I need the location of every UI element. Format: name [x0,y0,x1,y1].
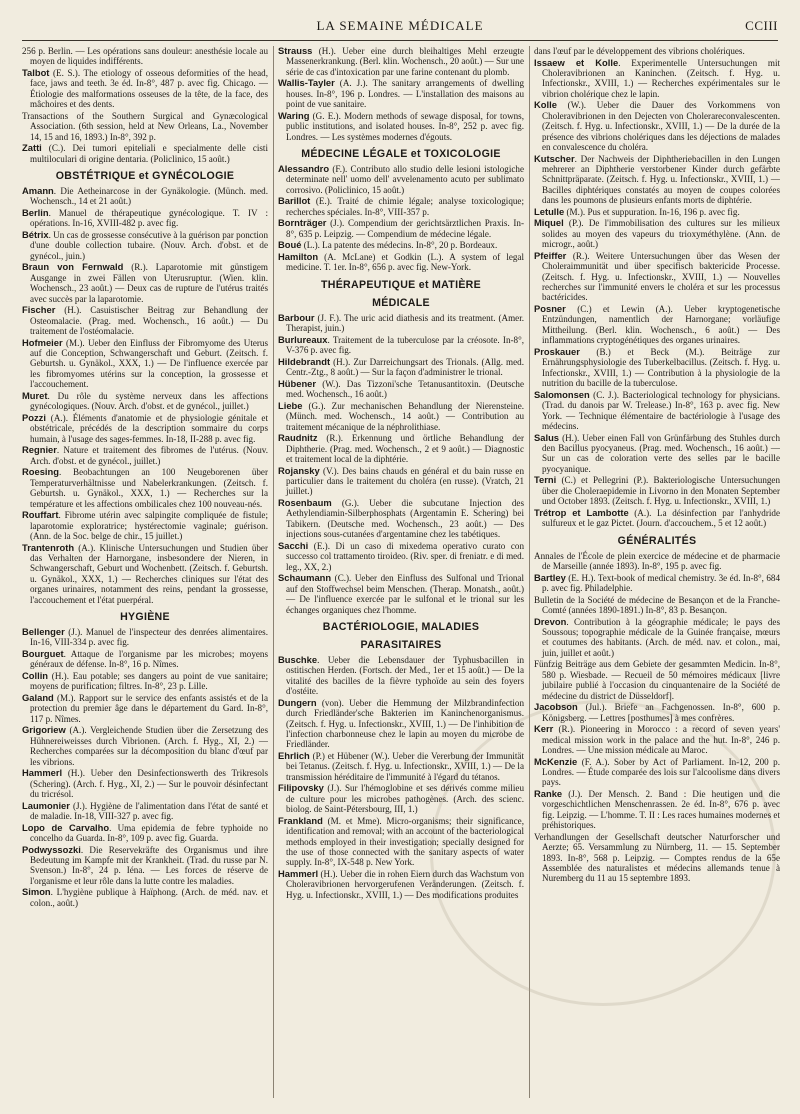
entry-text: (E.). Traité de chimie légale; analyse toxicologique; recherches spéciales. In-8°, VIII-357 p. [286,196,524,217]
entry-text: (R.). Erkennung und örtliche Behandlung der Diphtherie. (Prag. med. Wochensch., 2 et 9 août.) — Diagnostic et traitement local de la diphtérie. [286,433,524,465]
entry-text: Fünfzig Beiträge aus dem Gebiete der gesammten Medicin. In-8°, 580 p. Wiesbade. — Recueil de 50 mémoires médicaux [livre jubilaire publié à l'occasion du cinquantenaire de la Société de médecine du district de Düsseldorf]. [534,659,780,701]
author-name: Braun von Fernwald [22,261,124,273]
author-name: Galand [22,691,54,703]
bibliography-entry [534,789,780,831]
author-name: Grigoriew [22,724,66,736]
entry-text: . Un cas de grossesse consécutive à la guérison par ponction d'une double collection tubaire. (Nouv. Arch. d'obst. et de gynécol., juin.) [30,230,268,261]
author-name: Jacobson [534,701,578,713]
entry-text: . Die Reservekräfte des Organismus und ihre Bedeutung im Kampfe mit der Krankheit. (Trad. du russe par N. Svenson.) In-8°, 24 p. Iéna. — Les forces de réserve de l'organisme et leur rôle dans la lutte contre les maladies. [30,844,268,886]
entry-text: . Nature et traitement des fibromes de l'utérus. (Nouv. Arch. d'obst. et de gynécol., juillet.) [30,445,268,466]
bibliography-entry [278,401,524,432]
entry-text: (G.). Zur mechanischen Behandlung der Nierensteine. (Münch. med. Wochensch., 14 août.) — Contribution au traitement mécanique de la néphrolithiase. [286,400,524,432]
author-name: Dungern [278,696,317,708]
author-name: Laumonier [22,799,70,811]
entry-text: (V.). Des bains chauds en général et du bain russe en particulier dans le traitement du choléra (en russe). (Vratch, 21 juillet.) [286,465,524,497]
author-name: Rouffart [22,509,59,521]
author-name: Boué [278,239,302,251]
entry-text: Annales de l'École de plein exercice de médecine et de pharmacie de Marseille (année 1893). In-8°, 195 p. avec fig. [534,550,780,571]
entry-text: (A. McLane) et Godkin (L.). A system of legal medicine. T. 1er. In-8°, 656 p. avec fig. New-York. [286,252,524,273]
author-name: Collin [22,669,49,681]
bibliography-entry [278,252,524,273]
bibliography-columns [22,46,780,1104]
bibliography-entry [22,725,268,767]
column-right [534,46,780,1104]
entry-text: (H.). Zur Darreichungsart des Trionals. (Allg. med. Centr.-Ztg., 8 août.) — Sur la façon d'administrer le trional. [286,356,524,378]
bibliography-entry [534,659,780,701]
column-left [22,46,268,1104]
bibliography-entry [278,313,524,334]
author-name: Schaumann [278,572,332,584]
bibliography-entry [22,46,268,67]
bibliography-entry [534,433,780,475]
entry-text: (M.). Pus et suppuration. In-16, 196 p. avec fig. [564,206,740,217]
bibliography-entry [534,724,780,755]
bibliography-entry [534,390,780,432]
bibliography-entry [22,230,268,261]
entry-text: (L.). La patente des médecins. In-8°, 20 p. Bordeaux. [301,240,498,251]
author-name: McKenzie [534,755,578,767]
author-name: Trétrop et Lambotte [534,506,629,518]
author-name: Waring [278,109,310,121]
entry-text: Verhandlungen der Gesellschaft deutscher Naturforscher und Aerzte; 65. Versammlung zu Nürnberg, 11. — 15. September 1893. In-8°, 568 p. Leipzig. — Comptes rendus de la 65e Assemblée des naturalistes et médecins allemands tenue à Nuremberg du 11 au 15 septembre 1893. [534,831,780,884]
bibliography-entry [278,240,524,250]
entry-text: (Jul.). Briefe an Fachgenossen. In-8°, 600 p. Königsberg. — Lettres [posthumes] à mes confrères. [542,702,780,723]
entry-text: . Fibrome utérin avec salpingite compliquée de fistule; laparotomie exploratrice; hystérectomie vaginale; guérison. (Ann. de la Soc. belge de chir., 15 juillet.) [30,510,268,541]
entry-text: (C. J.). Bacteriological technology for physicians. (Trad. du danois par W. Trelease.) In-8°, 163 p. avec fig. New York. — Technique élémentaire de bactériologie à l'usage des médecins. [542,389,780,431]
entry-text: (R.). Pioneering in Morocco : a record of seven years' medical mission work in the palace and the hut. In-8°, 246 p. Londres. — Une mission médicale au Maroc. [542,724,780,755]
author-name: Hildebrandt [278,355,331,367]
entry-text: . Experimentelle Untersuchungen mit Choleravibrionen an Kaninchen. (Zeitsch. f. Hyg. u. Infectionskr., XVIII, 1.) — Recherches expérimentales sur le vibrion cholérique chez le lapin. [542,57,780,99]
author-name: Zatti [22,142,42,154]
author-name: Fischer [22,304,56,316]
author-name: Bourguet [22,647,64,659]
bibliography-entry [278,335,524,356]
entry-text: (W.). Das Tizzoni'sche Tetanusantitoxin. (Deutsche med. Wochensch., 16 août.) [286,378,524,400]
author-name: Proskauer [534,345,580,357]
bibliography-entry [22,208,268,229]
author-name: Liebe [278,399,303,411]
bibliography-entry [278,78,524,109]
bibliography-entry [534,100,780,152]
author-name: Trantenroth [22,541,75,553]
entry-text: (H.). Eau potable; ses dangers au point de vue sanitaire; moyens de purification; filtres. In-8°, 23 p. Lille. [30,670,268,692]
bibliography-entry [22,768,268,799]
entry-text: (H.). Ueber die in rohen Eiern durch das Wachstum von Choleravibrionen hervorgerufenen Veränderungen. (Zeitsch. f. Hyg. u. Infectionskr., XVIII, 1.) — Des modifications produites [286,868,524,900]
section-heading: PARASITAIRES [360,638,442,651]
entry-text: . Ueber die Lebensdauer der Typhusbacillen in ostitischen Herden. (Fortsch. der Med., 1er et 15 août.) — De la vitalité des bacilles de la fièvre typhoïde au sein des foyers d'ostéite. [286,654,524,697]
author-name: Berlin [22,207,49,219]
bibliography-entry [22,510,268,541]
bibliography-entry [534,304,780,346]
author-name: Podwyssozki [22,843,81,855]
entry-text: (G.). Ueber die subcutane Injection des Aethylendiamin-Silberphosphats (Argentamin E. Schering) bei Tabikern. (Deutsche med. Wochensch., 23 août.) — Des injections sous-cutanées d'argentamine chez les tabétiques. [286,498,524,540]
entry-text: . Die Aetheinarcose in der Gynäkologie. (Münch. med. Wochensch., 14 et 21 août.) [30,186,268,207]
bibliography-entry [22,445,268,466]
bibliography-entry [22,338,268,390]
author-name: Rosenbaum [278,497,332,509]
bibliography-entry [22,143,268,164]
entry-text: 256 p. Berlin. — Les opérations sans douleur: anesthésie locale au moyen de liquides indifférents. [22,46,268,67]
author-name: Kolle [534,99,557,111]
entry-text: Bulletin de la Société de médecine de Besançon et de la Franche-Comté (années 1890-1891.) In-8°, 83 p. Besançon. [534,594,780,615]
entry-text: Transactions of the Southern Surgical and Gynæcological Association. (6th session, held at New Orleans, La., November 14, 15 and 16, 1893.) In-8°, 392 p. [22,110,268,142]
entry-text: (C.) et Lewin (A.). Ueber kryptogenetische Entzündungen, namentlich der Harnorgane; vorläufige Mittheilung. (Berl. klin. Wochensch., 6 août.) — Des inflammations cryptogénétiques des organes urinaires. [542,304,780,346]
author-name: Hammerl [278,867,319,879]
entry-text: (J.). Hygiène de l'alimentation dans l'état de santé et de maladie. In-18, VIII-327 p. avec fig. [30,800,268,821]
bibliography-entry [278,357,524,378]
entry-text: (A.). Vergleichende Studien über die Zersetzung des Hühnereiweisses durch Vibrionen. (Arch. f. Hyg., XI, 2.) — Recherches comparées sur la décomposition du blanc d'œuf par les vibrions. [30,725,268,767]
entry-text: (A.). Klinische Untersuchungen und Studien über das Verhalten der Harnorgane, insbesondere der Nieren, in Schwangerschaft, Geburt und Wochenbett. (Zeitsch. f. Geburtsh. u. Gynäkol., XXX, 1.) — Recherches cliniques sur l'état des organes urinaires, notamment des reins, pendant la grossesse, l'accouchement et l'état puerpéral. [30,542,268,605]
author-name: Miquel [534,217,564,229]
bibliography-entry [278,164,524,195]
bibliography-entry [22,68,268,110]
author-name: Pozzi [22,411,46,423]
bibliography-entry [534,46,780,56]
entry-text: . Uma epidemia de febre typhoide no concelho da Guarda. In-8°, 109 p. avec fig. Guarda. [30,822,268,843]
entry-text: (R.). Laparotomie mit günstigem Ausgange in zwei Fällen von Uterusruptur. (Wien. klin. Wochensch., 23 août.) — Deux cas de rupture de l'utérus traités avec succès par la laparotomie. [30,262,268,304]
author-name: Rojansky [278,464,320,476]
entry-text: (P.) et Hübener (W.). Ueber die Vererbung der Immunität bei Tetanus. (Zeitsch. f. Hyg. u. Infectionskr., XVIII, 1.) — De la transmission héréditaire de l'immunité à l'égard du tétanos. [286,750,524,782]
bibliography-entry [22,693,268,724]
bibliography-entry [278,196,524,217]
author-name: Ehrlich [278,749,310,761]
bibliography-entry [534,573,780,594]
bibliography-entry [278,498,524,540]
bibliography-entry [22,305,268,336]
entry-text: (H.). Casuistischer Beitrag zur Behandlung der Osteomalacie. (Prag. med. Wochensch., 16 août.) — Du traitement de l'ostéomalacie. [30,305,268,337]
entry-text: (H.). Ueber eine durch bleihaltiges Mehl erzeugte Massenerkrankung. (Berl. klin. Wochensch., 20 août.) — Sur une série de cas d'intoxication par une farine contenant du plomb. [286,46,524,77]
bibliography-entry [534,475,780,506]
author-name: Hofmeier [22,336,63,348]
author-name: Barbour [278,311,315,323]
author-name: Bornträger [278,217,327,229]
author-name: Bétrix [22,229,49,241]
bibliography-entry [278,466,524,497]
bibliography-entry [22,467,268,509]
entry-text: (R.). Weitere Untersuchungen über das Wesen der Choleraimmunität und über specifisch baktericide Processe. (Zeitsch. f. Hyg. u. Infectionskr., XVIII, 1.) — Nouvelles recherches sur l'immunité envers le choléra et sur les processus bactéricides. [542,250,780,303]
bibliography-entry [534,595,780,616]
bibliography-entry [22,186,268,207]
section-heading: GÉNÉRALITÉS [617,534,697,547]
entry-text: (E. S.). The etiology of osseous deformities of the head, face, jaws and teeth. 3e éd. In-8°, 487 p. avec fig. Chicago. — Étiologie des malformations osseuses de la tête, de la face, des mâchoires et des dents. [30,68,268,110]
bibliography-entry [534,347,780,389]
entry-text: . Manuel de thérapeutique gynécologique. T. IV : opérations. In-16, XVIII-482 p. avec fig. [30,208,268,229]
author-name: Bartley [534,571,566,583]
author-name: Sacchi [278,539,309,551]
bibliography-entry [534,218,780,249]
author-name: Strauss [278,46,313,56]
author-name: Frankland [278,814,323,826]
author-name: Wallis-Tayler [278,77,335,89]
author-name: Hamilton [278,251,319,263]
entry-text: (C.). Dei tumori epiteliali e specialmente delle cisti multiloculari di origine dentaria. (Policlinico, 15 août.) [30,143,268,164]
author-name: Filipovsky [278,782,324,794]
entry-text: (M.). Rapport sur le service des enfants assistés et de la protection du premier âge dans le département du Gard. In-8°, 117 p. Nîmes. [30,692,268,724]
section-heading: THÉRAPEUTIQUE et MATIÈRE [320,278,482,291]
entry-text: . L'hygiène publique à Haïphong. (Arch. de méd. nav. et colon., août.) [30,887,268,908]
bibliography-entry [22,543,268,605]
bibliography-entry [534,551,780,572]
entry-text: (M.). Ueber den Einfluss der Fibromyome des Uterus auf die Conception, Schwangerschaft und Geburt. (Zeitsch. f. Geburtsh. u. Gynäkol., XXX, 1.) — De l'influence exercée par les fibromyomes utérins sur la conception, la grossesse et l'accouchement. [30,337,268,390]
author-name: Hammerl [22,767,63,779]
entry-text: (A.). La désinfection par l'anhydride sulfureux et le gaz Pictet. (Journ. d'accouchem., 5 et 12 août.) [542,507,780,529]
author-name: Hübener [278,377,317,389]
bibliography-entry [278,46,524,77]
author-name: Drevon [534,615,567,627]
author-name: Amann [22,185,54,197]
author-name: Simon [22,886,51,898]
entry-text: (H.). Ueber einen Fall von Grünfärbung des Stuhles durch den Bacillus pyocyaneus. (Prag. med. Wochensch., 16 août.) — Sur un cas de coloration verte des selles par le bacille pyocyanique. [542,432,780,474]
bibliography-entry [278,698,524,750]
bibliography-entry [278,655,524,697]
entry-text: . Du rôle du système nerveux dans les affections gynécologiques. (Nouv. Arch. d'obst. et de gynécol., juillet.) [30,390,268,412]
author-name: Letulle [534,205,565,217]
entry-text: (J.). Sur l'hémoglobine et ses dérivés comme milieu de culture pour les microbes pathogènes. (Arch. des scienc. biolog. de Saint-Pétersbourg, III, 1.) [286,783,524,815]
author-name: Pfeiffer [534,249,567,261]
entry-text: . Beobachtungen an 100 Neugeborenen über Temperaturverhältnisse und Nabelerkrankungen. (Zeitsch. f. Geburtsh. u. Gynäkol., XXX, 1.) — Recherches sur la température et les affections ombilicales chez 100 nouveau-nés. [30,467,268,509]
bibliography-entry [278,111,524,142]
entry-text: (H.). Ueber den Desinfectionswerth des Trikresols (Schering). (Arch. f. Hyg., XI, 2.) — Sur le pouvoir désinfectant du tricrésol. [30,768,268,799]
bibliography-entry [278,218,524,239]
bibliography-entry [22,823,268,844]
section-heading: BACTÉRIOLOGIE, MALADIES [322,620,480,633]
author-name: Bellenger [22,625,65,637]
entry-text: . Traitement de la tuberculose par la créosote. In-8°, V-376 p. avec fig. [286,334,524,356]
entry-text: (W.). Ueber die Dauer des Vorkommens von Choleravibrionen in den Dejecten von Cholerareconvalescenten. (Zeitsch. f. Hyg. u. Infectionskr., XVIII, 1.) — De la durée de la présence des vibrions cholériques dans les déjections de malades en convalescence du choléra. [542,100,780,153]
bibliography-entry [278,751,524,782]
entry-text: (J. F.). The uric acid diathesis and its treatment. (Amer. Therapist, juin.) [286,312,524,334]
section-heading: MÉDECINE LÉGALE et TOXICOLOGIE [301,148,501,161]
bibliography-entry [22,801,268,822]
author-name: Roesing [22,466,59,478]
author-name: Raudnitz [278,432,318,444]
bibliography-entry [22,111,268,142]
column-middle [278,46,524,1104]
bibliography-entry [22,671,268,692]
bibliography-entry [278,869,524,900]
bibliography-entry [534,207,780,217]
entry-text: (G. E.). Modern methods of sewage disposal, for towns, public institutions, and isolated houses. In-8°, 252 p. avec fig. Londres. — Les systèmes modernes d'égouts. [286,110,524,142]
bibliography-entry [534,154,780,206]
entry-text: (C.). Ueber den Einfluss des Sulfonal und Trional auf den Stoffwechsel beim Menschen. (Therap. Monatsh., août.) — De l'influence exercée par le sulfonal et le trional sur les échanges organiques chez l'homme. [286,573,524,615]
author-name: Issaew et Kolle [534,56,619,68]
author-name: Burlureaux [278,333,328,345]
entry-text: dans l'œuf par le développement des vibrions cholériques. [534,46,745,56]
bibliography-entry [278,783,524,814]
author-name: Lopo de Carvalho [22,821,110,833]
bibliography-entry [278,541,524,572]
page-header [22,14,778,41]
bibliography-entry [534,702,780,723]
bibliography-entry [22,627,268,648]
entry-text: (F. A.). Sober by Act of Parliament. In-12, 200 p. Londres. — Étude comparée des lois sur l'alcoolisme dans divers pays. [542,756,780,788]
bibliography-entry [534,251,780,303]
author-name: Salomonsen [534,388,590,400]
bibliography-entry [278,816,524,868]
entry-text: (J.). Manuel de l'inspecteur des denrées alimentaires. In-16, VIII-334 p. avec fig. [30,626,268,648]
author-name: Alessandro [278,163,330,175]
bibliography-entry [22,262,268,304]
section-heading: MÉDICALE [372,296,430,309]
entry-text: (F.). Contributo allo studio delle lesioni istologiche determinate nell' uomo dell' avvelenamento acuto per sublimato corrosivo. (Policlinico, 15 août.) [286,164,524,195]
bibliography-entry [534,832,780,884]
entry-text: (M. et Mme). Micro-organisms; their significance, identification and removal; with an account of the bacteriological methods employed in their investigation; specially designed for the use of those connected with the sanitary aspects of water supply. In-8°, IX-548 p. New York. [286,815,524,868]
bibliography-entry [534,508,780,529]
page-number: CCIII [745,18,778,33]
bibliography-entry [534,757,780,788]
entry-text: (von). Ueber die Hemmung der Milzbrandinfection durch Friedländer'sche Bakterien im Kaninchenorganismus. (Zeitsch. f. Hyg. u. Infectionskr., XVIII, 1.) — De l'inhibition de l'infection charbonneuse chez le lapin au moyen du microbe de Friedländer. [286,697,524,750]
author-name: Talbot [22,67,50,78]
entry-text: (J.). Der Mensch. 2. Band : Die heutigen und die vorgeschichtlichen Menschenrassen. 2e éd. In-8°, 676 p. avec fig. Leipzig. — L'homme. T. II : Les races humaines modernes et préhistoriques. [542,788,780,831]
author-name: Posner [534,303,566,315]
section-heading: OBSTÉTRIQUE et GYNÉCOLOGIE [55,170,235,183]
entry-text: (B.) et Beck (M.). Beiträge zur Ernährungsphysiologie des Tuberkelbacillus. (Zeitsch. f. Hyg. u. Infectionskr., XVIII, 1.) — Contribution à la physiologie de la nutrition du bacille de la tuberculose. [542,346,780,389]
bibliography-entry [534,617,780,659]
entry-text: (C.) et Pellegrini (P.). Bakteriologische Untersuchungen über die Choleraepidemie in Livorno in den Monaten September und October 1893. (Zeitsch. f. Hyg. u. Infectionskr., XVIII, 1.) [542,475,780,507]
bibliography-entry [22,413,268,444]
author-name: Regnier [22,444,57,456]
entry-text: (P.). De l'immobilisation des cultures sur les milieux solides au moyen des vapeurs du trioxyméthylène. (Ann. de microgr., août.) [542,218,780,250]
entry-text: . Attaque de l'organisme par les microbes; moyens généraux de défense. In-8°, 16 p. Nîmes. [30,648,268,670]
entry-text: (E. H.). Text-book of medical chemistry. 3e éd. In-8°, 684 p. avec fig. Philadelphie. [542,572,780,593]
entry-text: (J.). Compendium der gerichtsärztlichen Praxis. In-8°, 635 p. Leipzig. — Compendium de médecine légale. [286,218,524,239]
bibliography-entry [22,887,268,908]
author-name: Ranke [534,787,563,799]
bibliography-entry [534,58,780,100]
author-name: Barillot [278,195,311,207]
entry-text: . Contribution à la géographie médicale; le pays des Soussous; topographie médicale de la Guinée française, mœurs et coutumes des habitants. (Arch. de méd. nav. et colon., mai, juin, juillet et août.) [542,616,780,658]
author-name: Muret [22,389,48,401]
author-name: Terni [534,474,557,486]
author-name: Kerr [534,723,554,735]
entry-text: . Der Nachweis der Diphtheriebacillen in den Lungen mehrerer an Diphtherie verstorbener Kinder durch gefärbte Schnittpräparate. (Zeitsch. f. Hyg. u. Infectionskr., XVIII, 1.) — Bacilles diphtériques constatés au moyen de coupes colorées dans les poumons de plusieurs enfants morts de diphtérie. [542,153,780,206]
entry-text: (E.). Di un caso di mixedema operativo curato con successo col trattamento tiroideo. (Riv. sper. di freniatr. e di med. leg., XX, 2.) [286,540,524,572]
bibliography-entry [278,379,524,400]
section-heading: HYGIÈNE [120,610,170,623]
bibliography-entry [22,845,268,887]
entry-text: (A.). Éléments d'anatomie et de physiologie génitale et obstétricale, précédés de la description sommaire du corps humain, à l'usage des sages-femmes. In-18, II-288 p. avec fig. [30,412,268,444]
bibliography-entry [22,649,268,670]
author-name: Buschke [278,653,318,665]
journal-title: LA SEMAINE MÉDICALE [316,18,484,33]
entry-text: (A. J.). The sanitary arrangements of dwelling houses. In-8°, 196 p. Londres. — L'installation des maisons au point de vue sanitaire. [286,78,524,110]
author-name: Salus [534,431,560,443]
bibliography-entry [278,433,524,464]
author-name: Kutscher [534,152,575,164]
bibliography-entry [22,391,268,412]
bibliography-entry [278,573,524,615]
